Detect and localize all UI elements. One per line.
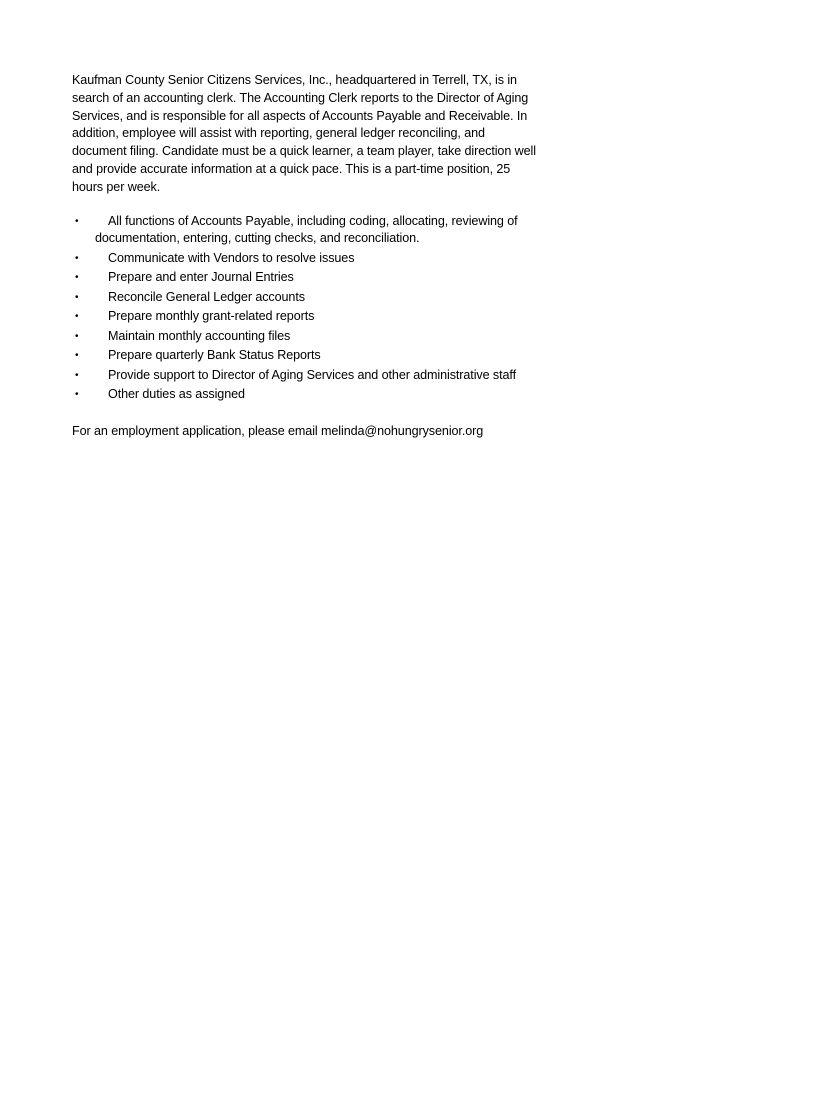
bullet-icon: • [75, 369, 79, 381]
duty-text: Provide support to Director of Aging Services and other administrative staff [108, 367, 516, 382]
bullet-icon: • [75, 215, 79, 227]
bullet-icon: • [75, 389, 79, 401]
duty-item [72, 250, 565, 268]
duty-item [72, 269, 565, 287]
bullet-icon: • [75, 291, 79, 303]
duty-text: Communicate with Vendors to resolve issues [108, 250, 355, 265]
duty-item [72, 347, 565, 365]
contact-line: For an employment application, please email melinda@nohungrysenior.org [72, 424, 484, 439]
job-posting [72, 72, 552, 441]
duty-item [72, 308, 565, 326]
bullet-icon: • [75, 350, 79, 362]
bullet-icon: • [75, 311, 79, 323]
intro-paragraph: Kaufman County Senior Citizens Services, Inc., headquartered in Terrell, TX, is in search of an accounting clerk. The Accounting Clerk reports to the Director of Aging Services, and is responsible for all aspects of Accounts Payable and Receivable. In addition, employee will assist with reporting, general ledger reconciling, and document filing. Candidate must be a quick learner, a team player, take direction well and provide accurate information at a quick pace. This is a part-time position, 25 hours per week. [72, 73, 536, 194]
duty-item [72, 328, 565, 346]
duty-text: Reconcile General Ledger accounts [108, 289, 305, 304]
duty-text: Other duties as assigned [108, 387, 245, 402]
duty-item [72, 289, 565, 307]
duty-text: Maintain monthly accounting files [108, 328, 291, 343]
duty-text: Prepare quarterly Bank Status Reports [108, 348, 321, 363]
duty-text: Prepare monthly grant-related reports [108, 309, 315, 324]
duties-list [72, 213, 552, 404]
duty-item [72, 367, 565, 385]
duty-item [72, 213, 565, 249]
bullet-icon: • [75, 272, 79, 284]
bullet-icon: • [75, 252, 79, 264]
duty-text: All functions of Accounts Payable, including coding, allocating, reviewing of documentation, entering, cutting checks, and reconciliation. [95, 213, 518, 246]
duty-text: Prepare and enter Journal Entries [108, 270, 294, 285]
duty-item [72, 386, 565, 404]
bullet-icon: • [75, 330, 79, 342]
